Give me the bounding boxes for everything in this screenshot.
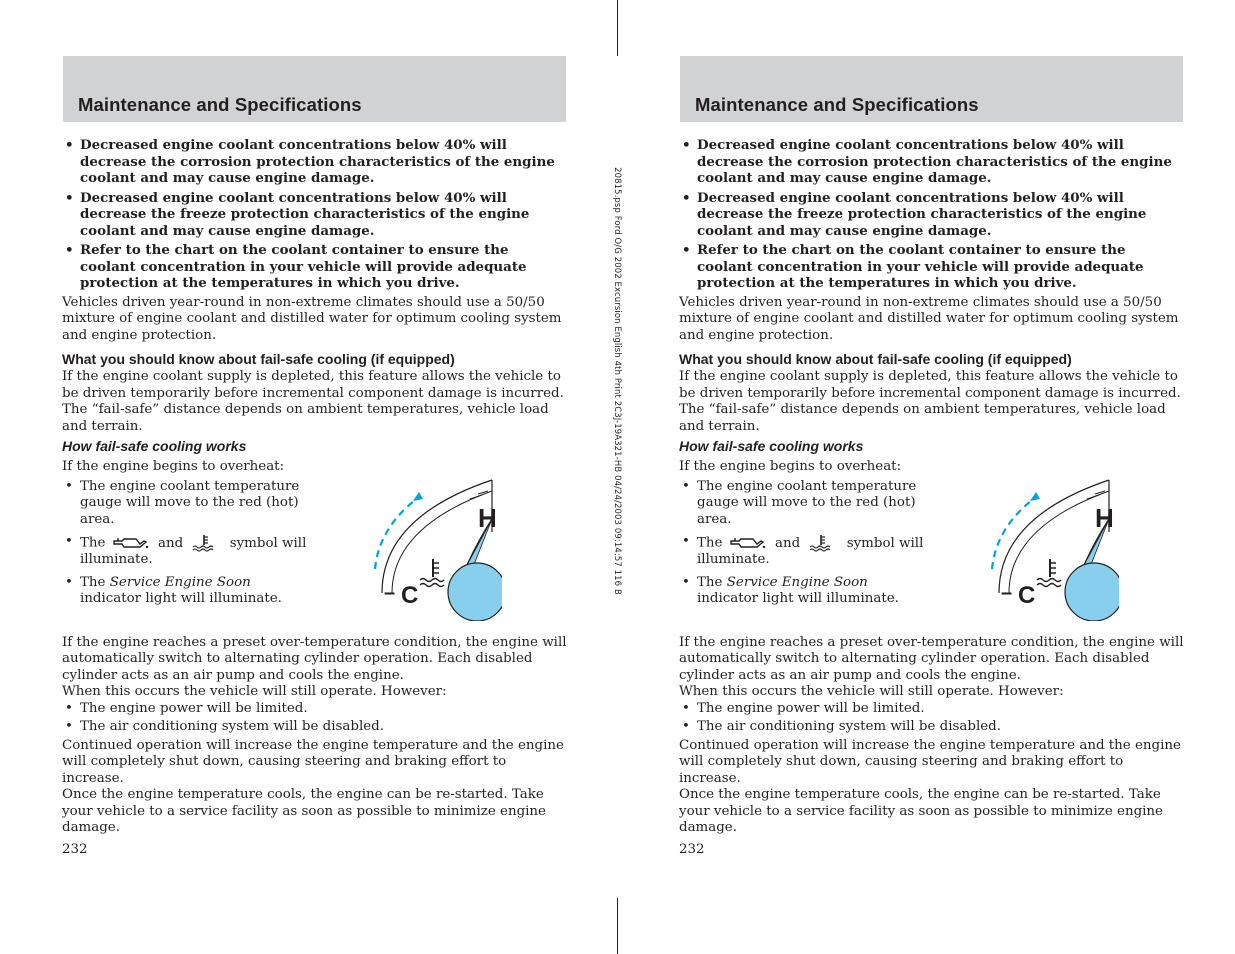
warning-list bbox=[679, 137, 1184, 292]
mixture-paragraph: Vehicles driven year-round in non-extreme climates should use a 50/50 mixture of engine coolant and distilled water for optimum cooling system and engine protection. bbox=[62, 294, 562, 343]
temperature-gauge-illustration bbox=[984, 477, 1119, 621]
warning-item: • Decreased engine coolant concentrations below 40% will decrease the freeze protection characteristics of the engine coolant and may cause engine damage. bbox=[65, 189, 530, 239]
how-heading: How fail-safe cooling works bbox=[679, 438, 864, 454]
overheat-intro: If the engine begins to overheat: bbox=[679, 459, 902, 474]
page-right bbox=[679, 0, 1184, 954]
cold-label: C bbox=[401, 581, 419, 609]
shutdown-paragraph: Continued operation will increase the engine temperature and the engine will completely shut down, causing steering and braking effort to increase. bbox=[62, 737, 564, 786]
failsafe-paragraph: If the engine coolant supply is depleted, this feature allows the vehicle to be driven temporarily before incremental component damage is incurred. The “fail-safe” distance depends on ambient temperatures, vehicle load and terrain. bbox=[679, 369, 1181, 434]
coolant-temperature-icon bbox=[191, 534, 217, 552]
arrow-head bbox=[413, 492, 423, 501]
list-item: • The engine power will be limited. bbox=[682, 700, 925, 716]
arrow-path bbox=[992, 497, 1036, 569]
warning-list bbox=[62, 137, 567, 292]
switch-paragraph: If the engine reaches a preset over-temperature condition, the engine will automatically switch to alternating cylinder operation. Each disabled cylinder acts as an air pump and cools the engine. bbox=[62, 634, 567, 683]
list-item: • The air conditioning system will be disabled. bbox=[65, 719, 384, 734]
warning-item: • Refer to the chart on the coolant container to ensure the coolant concentration in your vehicle will provide adequate protection at the temperatures in which you drive. bbox=[682, 242, 1144, 291]
warning-item: • Refer to the chart on the coolant container to ensure the coolant concentration in your vehicle will provide adequate protection at the temperatures in which you drive. bbox=[65, 242, 527, 291]
failsafe-heading: What you should know about fail-safe cooling (if equipped) bbox=[679, 351, 1072, 367]
minus-label: – bbox=[384, 581, 396, 604]
oil-pressure-icon bbox=[110, 535, 150, 551]
gauge-hub bbox=[448, 563, 502, 621]
still-operate-text: When this occurs the vehicle will still operate. However: bbox=[679, 684, 1064, 699]
warning-item: • Decreased engine coolant concentrations below 40% will decrease the corrosion protection characteristics of the engine coolant and may cause engine damage. bbox=[65, 137, 555, 186]
how-heading: How fail-safe cooling works bbox=[62, 438, 247, 454]
failsafe-heading: What you should know about fail-safe cooling (if equipped) bbox=[62, 351, 455, 367]
gauge-hub bbox=[1065, 563, 1119, 621]
warning-item: • Decreased engine coolant concentrations below 40% will decrease the corrosion protection characteristics of the engine coolant and may cause engine damage. bbox=[682, 137, 1172, 186]
coolant-temperature-icon bbox=[808, 534, 834, 552]
list-item: • The engine coolant temperature gauge will move to the red (hot) area. bbox=[682, 478, 917, 527]
list-item: • The and symbol will illuminate. bbox=[65, 534, 307, 567]
hot-label: H bbox=[478, 502, 497, 533]
gauge-coolant-icon bbox=[420, 559, 444, 587]
section-header bbox=[680, 56, 1183, 122]
gauge-coolant-icon bbox=[1037, 559, 1061, 587]
page-number: 232 bbox=[62, 842, 88, 857]
warning-item: • Decreased engine coolant concentrations below 40% will decrease the freeze protection characteristics of the engine coolant and may cause engine damage. bbox=[682, 189, 1147, 239]
list-item: • The engine coolant temperature gauge will move to the red (hot) area. bbox=[65, 478, 300, 527]
list-item: • The Service Engine Soon indicator light will illuminate. bbox=[65, 574, 282, 606]
restart-paragraph: Once the engine temperature cools, the engine can be re-started. Take your vehicle to a service facility as soon as possible to minimize engine damage. bbox=[62, 787, 546, 835]
limits-list bbox=[62, 701, 567, 736]
arrow-head bbox=[1030, 492, 1040, 501]
page-body bbox=[62, 137, 567, 837]
shutdown-paragraph: Continued operation will increase the engine temperature and the engine will completely shut down, causing steering and braking effort to increase. bbox=[679, 737, 1181, 786]
temperature-gauge-illustration bbox=[367, 477, 502, 621]
list-item: • The engine power will be limited. bbox=[65, 700, 308, 716]
hot-label: H bbox=[1095, 502, 1114, 533]
overheat-figure-block bbox=[679, 479, 1184, 635]
cold-label: C bbox=[1018, 581, 1036, 609]
list-item: • The air conditioning system will be disabled. bbox=[682, 719, 1001, 734]
list-item: • The and symbol will illuminate. bbox=[682, 534, 924, 567]
overheat-list bbox=[62, 479, 312, 608]
overheat-figure-block bbox=[62, 479, 567, 635]
still-operate-text: When this occurs the vehicle will still operate. However: bbox=[62, 684, 447, 699]
overheat-intro: If the engine begins to overheat: bbox=[62, 459, 285, 474]
crop-mark-top bbox=[617, 0, 618, 56]
page-number: 232 bbox=[679, 842, 705, 857]
arrow-path bbox=[375, 497, 419, 569]
page-left bbox=[62, 0, 567, 954]
section-header bbox=[63, 56, 566, 122]
oil-pressure-icon bbox=[727, 535, 767, 551]
limits-list bbox=[679, 701, 1184, 736]
switch-paragraph: If the engine reaches a preset over-temperature condition, the engine will automatically switch to alternating cylinder operation. Each disabled cylinder acts as an air pump and cools the engine. bbox=[679, 634, 1184, 683]
failsafe-paragraph: If the engine coolant supply is depleted, this feature allows the vehicle to be driven temporarily before incremental component damage is incurred. The “fail-safe” distance depends on ambient temperatures, vehicle load and terrain. bbox=[62, 369, 564, 434]
restart-paragraph: Once the engine temperature cools, the engine can be re-started. Take your vehicle to a service facility as soon as possible to minimize engine damage. bbox=[679, 787, 1163, 835]
overheat-list bbox=[679, 479, 929, 608]
mixture-paragraph: Vehicles driven year-round in non-extreme climates should use a 50/50 mixture of engine coolant and distilled water for optimum cooling system and engine protection. bbox=[679, 294, 1179, 343]
page-body bbox=[679, 137, 1184, 837]
crop-mark-bottom bbox=[617, 898, 618, 954]
list-item: • The Service Engine Soon indicator light will illuminate. bbox=[682, 574, 899, 606]
section-title: Maintenance and Specifications bbox=[695, 94, 979, 115]
section-title: Maintenance and Specifications bbox=[78, 94, 362, 115]
minus-label: – bbox=[1001, 581, 1013, 604]
print-slug-text: 20815.psp Ford O/G 2002 Excursion English 4th Print 2C3J-19A321-HB 04/24/2003 09:14:57 116 B bbox=[612, 167, 622, 595]
